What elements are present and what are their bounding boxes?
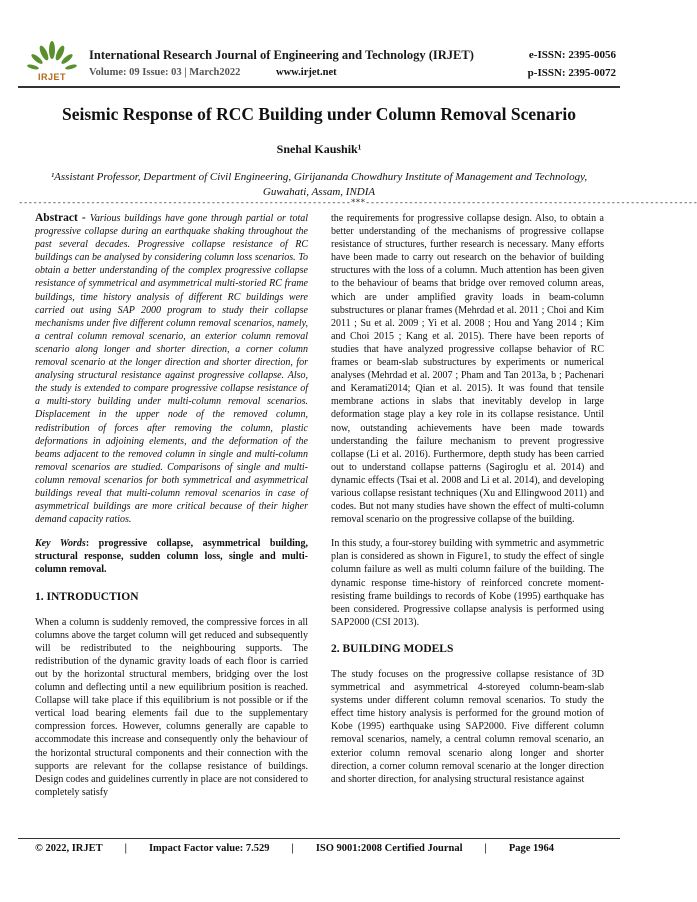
- author-affiliation: ¹Assistant Professor, Department of Civil Engineering, Girijananda Chowdhury Institute of Management and Technology, Guwahati, Assam, INDIA: [50, 171, 588, 198]
- footer-page-number: Page 1964: [508, 843, 555, 854]
- keywords-label: Key Words: [35, 538, 86, 550]
- footer-divider: |: [291, 843, 294, 854]
- footer-impact-factor: Impact Factor value: 7.529: [148, 843, 270, 854]
- author-name: Snehal Kaushik¹: [276, 142, 362, 156]
- footer-divider: |: [484, 843, 487, 854]
- pissn: p-ISSN: 2395-0072: [527, 67, 616, 79]
- introduction-paragraph: When a column is suddenly removed, the compressive forces in all columns above the target column will get reduced and subsequently will be redistributed to the neighbouring supports. The redistribution of the dynamic gravity loads of each floor is carried out by the horizontal structural members, bridging over the lost column and deflecting until a new equilibrium position is reached. Collapse will take place if this equilibrium is not possible or if the vertical load bearing elements fail due to the supplementary compression forces. However, columns generally are capable to accommodate this increase and consequently only the behaviour of the horizontal structural components and their connection with the supports are relevant for the collapse resistance of buildings. Design codes and guidelines currently in place are not considered to completely satisfy: [35, 616, 308, 798]
- page-footer: [35, 843, 554, 854]
- footer-copyright: © 2022, IRJET: [35, 843, 103, 854]
- journal-website-link[interactable]: www.irjet.net: [276, 67, 337, 78]
- body-paragraph: the requirements for progressive collapse design. Also, to obtain a better understanding of the mechanisms of progressive collapse resistance of structures, further research is necessary. Many efforts have been made to carry out research on the behavior of building structures with the loss of a column. Much attention has been given to the behaviour of beams that bridge over removed column areas, which are under amplified gravity loads in beam-column substructures or planar frames (Mehrdad et al. 2011 ; Choi and Kim 2011 ; Su et al. 2009 ; Yi et al. 2008 ; Hou and Yang 2014 ; Kim and Choi 2015 ; Kang et al. 2015). There have been reports of studies that have analyzed progressive collapse behavior of RC frames or beam-slab substructures by experiments or numerical analyses (Mehrdad et al. 2007 ; Pham and Tan 2013a, b ; Pachenari and Keramati2014; Qian et al. 2015). It was found that tensile membrane actions in slabs that inevitably develop in large deformation stage play a key role in its collapse resistance. Until now, outstanding achievements have been made towards understanding the failure mechanism to prevent progressive collapse (Li et al. 2016). Furthermore, depth study has been carried out to understand collapse patterns (Sagiroglu et al. 2014) and dynamic effects (Tsai et al. 2008 and Li et al. 2014), and developing various collapse resistant techniques (Xu and Ellingwood 2011) and codes. But not many studies have shown the effect of multi-column removal scenario on the progressive collapse of the building.: [331, 213, 604, 526]
- keywords-text: : progressive collapse, asymmetrical building, structural response, sudden column loss, single and multi-column removal.: [35, 538, 308, 576]
- body-paragraph: The study focuses on the progressive collapse resistance of 3D symmetrical and asymmetrical 4-storeyed column-beam-slab systems under different column removal scenarios. To study the effect time history analysis is performed for the ground motion of Kobe (1995) earthquake using SAP2000. Five different column removal scenarios, namely, a central column removal scenario, an exterior column removal scenario along longer and shorter direction, a corner column removal scenario at the longer direction and shorter direction, for analysing structural resistance against: [331, 669, 604, 785]
- eissn: e-ISSN: 2395-0056: [528, 49, 616, 61]
- abstract: [35, 212, 308, 526]
- right-column: [331, 212, 604, 797]
- paper-title: Seismic Response of RCC Building under Column Removal Scenario: [61, 104, 577, 124]
- journal-title: International Research Journal of Engineering and Technology (IRJET): [89, 48, 474, 62]
- section-heading-building-models: 2. BUILDING MODELS: [331, 642, 454, 655]
- section-separator: ---------------------------------------------------------------------***---------------------------------------------------------------------: [18, 198, 697, 208]
- footer-divider: |: [124, 843, 127, 854]
- footer-iso: ISO 9001:2008 Certified Journal: [315, 843, 463, 854]
- section-heading-introduction: 1. INTRODUCTION: [35, 590, 139, 603]
- page-header: [0, 0, 638, 88]
- volume-issue: Volume: 09 Issue: 03 | March2022: [89, 67, 241, 78]
- header-rule: [18, 86, 620, 88]
- body-paragraph: In this study, a four-storey building with symmetric and asymmetric plan is considered as shown in Figure1, to study the effect of single column failure as well as multi column failure of the building. The dynamic response time-history of reinforced concrete moment-resisting frame buildings to records of Kobe (1995) earthquake has been considered. Progressive collapse analysis is performed using SAP2000 (CSI 2013).: [331, 538, 604, 628]
- logo-text: IRJET: [38, 72, 67, 82]
- abstract-text: Various buildings have gone through partial or total progressive collapse during an earthquake shaking throughout the past several decades. Progressive collapse resistance of RC buildings can be analysed by considering column loss scenarios. To obtain a better understanding of the complex progressive collapse resistance of symmetrical and asymmetrical multi-storied RC frame buildings, time history analysis of different RC buildings were carried out using SAP 2000 program to study their collapse mechanisms under five different column removal scenarios, namely, a central column removal scenario, an exterior column removal scenario along longer and shorter direction, a corner column removal scenario at the longer direction and shorter direction, for analysing structural resistance against progressive collapse. Also, the study is extended to compare progressive collapse resistance of a multi-story building under multi-column removal scenarios. Displacement in the upper node of the removed column, redistribution of forces after removing the column, plastic deformations in adjoining elements, and the deformation of the beams adjacent to the removed column in single and multi-column removal scenarios are studied. Comparisons of single and multi-column removal scenarios for both symmetrical and asymmetrical buildings reveal that multi-column removal scenarios in case of asymmetrical buildings are more critical because of their higher demand capacity ratios.: [35, 213, 309, 526]
- keywords: [35, 537, 308, 576]
- left-column: [35, 212, 308, 810]
- abstract-label: Abstract -: [35, 212, 90, 224]
- footer-rule: [18, 838, 620, 839]
